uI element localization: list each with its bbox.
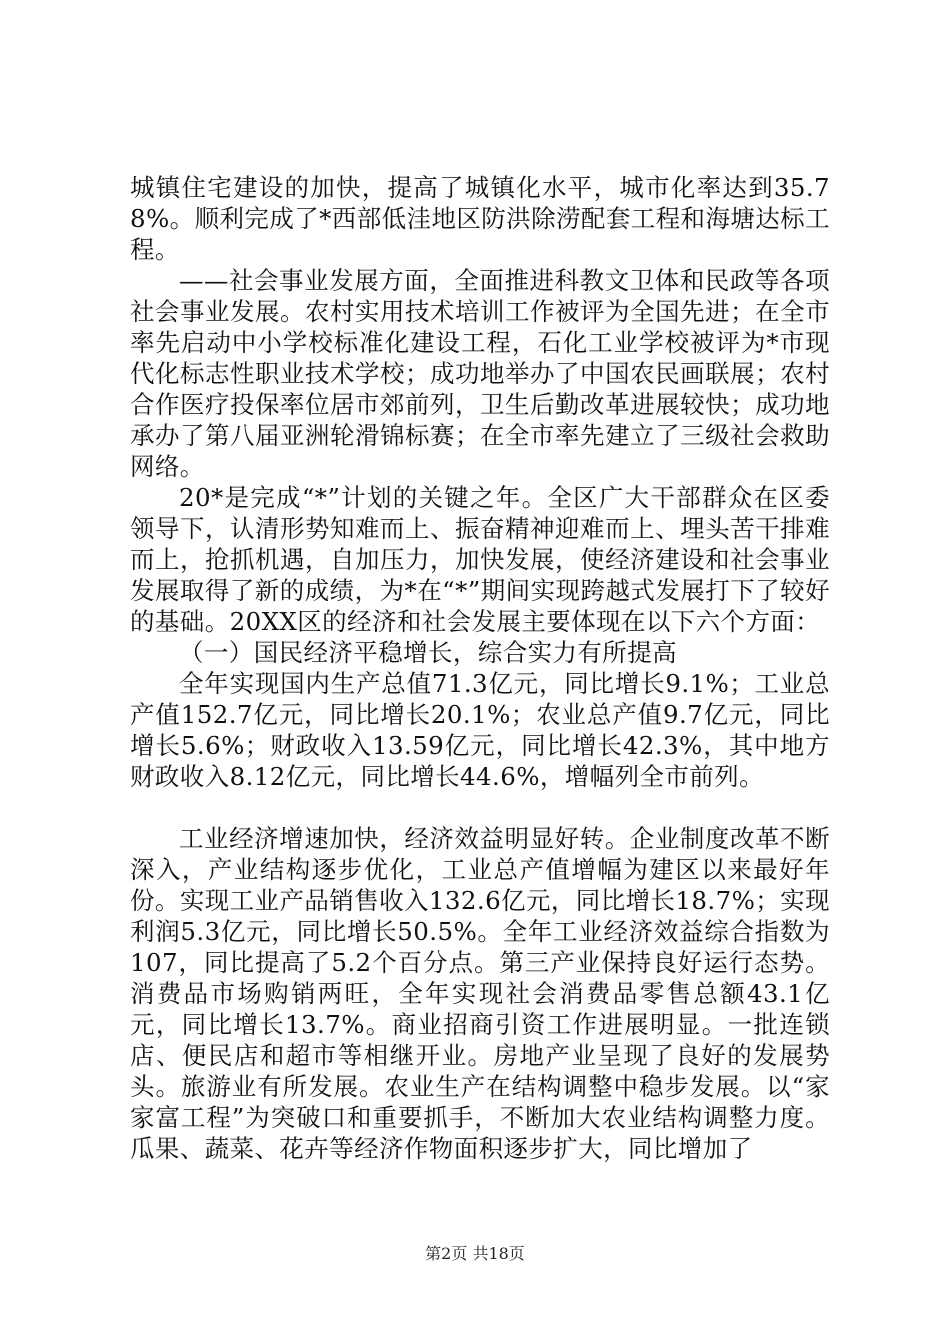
page-number-footer: 第2页 共18页 [425, 1244, 525, 1263]
paragraph-urbanization: 城镇住宅建设的加快，提高了城镇化水平，城市化率达到35.78%。顺利完成了*西部低洼地区防洪除涝配套工程和海塘达标工程。 [130, 173, 830, 264]
document-body [130, 172, 830, 1164]
paragraph-social-undertakings: ——社会事业发展方面，全面推进科教文卫体和民政等各项社会事业发展。农村实用技术培训工作被评为全国先进；在全市率先启动中小学校标准化建设工程，石化工业学校被评为*市现代化标志性职业技术学校；成功地举办了中国农民画联展；农村合作医疗投保率位居市郊前列，卫生后勤改革进展较快；成功地承办了第八届亚洲轮滑锦标赛；在全市率先建立了三级社会救助网络。 [130, 266, 830, 481]
paragraph-economy-figures: 全年实现国内生产总值71.3亿元，同比增长9.1%；工业总产值152.7亿元，同比增长20.1%；农业总产值9.7亿元，同比增长5.6%；财政收入13.59亿元，同比增长42.3%，其中地方财政收入8.12亿元，同比增长44.6%，增幅列全市前列。 [130, 669, 830, 791]
paragraph-industry-growth: 工业经济增速加快，经济效益明显好转。企业制度改革不断深入，产业结构逐步优化，工业总产值增幅为建区以来最好年份。实现工业产品销售收入132.6亿元，同比增长18.7%；实现利润5.3亿元，同比增长50.5%。全年工业经济效益综合指数为107，同比提高了5.2个百分点。第三产业保持良好运行态势。消费品市场购销两旺，全年实现社会消费品零售总额43.1亿元，同比增长13.7%。商业招商引资工作进展明显。一批连锁店、便民店和超市等相继开业。房地产业呈现了良好的发展势头。旅游业有所发展。农业生产在结构调整中稳步发展。以“家家富工程”为突破口和重要抓手，不断加大农业结构调整力度。瓜果、蔬菜、花卉等经济作物面积逐步扩大，同比增加了 [130, 824, 830, 1163]
section-heading: （一）国民经济平稳增长，综合实力有所提高 [179, 638, 677, 667]
paragraph-key-year: 20*是完成“*”计划的关键之年。全区广大干部群众在区委领导下，认清形势知难而上、振奋精神迎难而上、埋头苦干排难而上，抢抓机遇，自加压力，加快发展，使经济建设和社会事业发展取得了新的成绩，为*在“*”期间实现跨越式发展打下了较好的基础。20XX区的经济和社会发展主要体现在以下六个方面： [130, 483, 830, 636]
